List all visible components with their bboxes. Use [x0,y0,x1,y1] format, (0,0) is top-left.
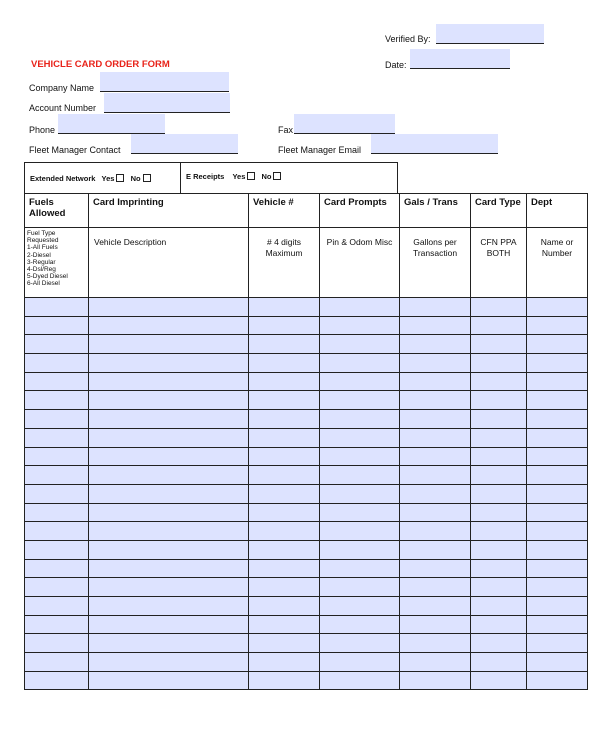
table-cell-input[interactable] [471,354,527,373]
table-cell-input[interactable] [89,298,249,317]
table-cell-input[interactable] [320,316,400,335]
table-cell-input[interactable] [249,522,320,541]
table-cell-input[interactable] [320,634,400,653]
table-header-row [25,194,588,228]
table-cell-input[interactable] [25,484,89,503]
table-cell-input[interactable] [400,428,471,447]
table-row [25,484,588,503]
table-cell-input[interactable] [527,354,588,373]
table-cell-input[interactable] [400,559,471,578]
table-cell-input[interactable] [89,653,249,672]
table-cell-input[interactable] [471,335,527,354]
table-cell-input[interactable] [527,428,588,447]
verified-by-underline [436,43,544,44]
table-cell-input[interactable] [25,391,89,410]
table-cell-input[interactable] [89,466,249,485]
table-cell-input[interactable] [400,503,471,522]
table-cell-input[interactable] [471,578,527,597]
table-cell-input[interactable] [527,615,588,634]
fleet-manager-email-label: Fleet Manager Email [278,145,362,155]
fleet-manager-email-underline [371,153,498,154]
table-cell-input[interactable] [89,522,249,541]
table-cell-input[interactable] [25,540,89,559]
network-options-box [24,162,398,194]
fuel-legend-line: 5-Dyed Diesel [27,273,68,281]
table-row [25,615,588,634]
date-underline [410,68,510,69]
verified-by-label: Verified By: [385,34,431,44]
table-cell-input[interactable] [89,447,249,466]
table-cell-input[interactable] [471,615,527,634]
table-cell-input[interactable] [249,335,320,354]
table-cell-input[interactable] [400,298,471,317]
extended-network-no-label: No [130,174,141,183]
table-cell-input[interactable] [249,634,320,653]
phone-label: Phone [29,125,56,135]
table-cell-input[interactable] [527,484,588,503]
table-cell-input[interactable] [320,484,400,503]
extended-network-label: Extended Network [30,174,96,183]
table-cell-input[interactable] [400,335,471,354]
table-body [25,298,588,690]
table-cell-input[interactable] [89,484,249,503]
table-cell-input[interactable] [89,316,249,335]
table-cell-input[interactable] [527,335,588,354]
table-cell-input[interactable] [320,410,400,429]
table-cell-input[interactable] [527,298,588,317]
table-cell-input[interactable] [249,653,320,672]
table-cell-input[interactable] [527,540,588,559]
table-cell-input[interactable] [320,428,400,447]
table-cell-input[interactable] [249,428,320,447]
table-cell-input[interactable] [527,447,588,466]
fleet-manager-contact-underline [131,153,238,154]
fleet-manager-email-field[interactable] [371,134,498,154]
table-cell-input[interactable] [527,466,588,485]
table-subheader-row [25,228,588,298]
table-cell-input[interactable] [400,466,471,485]
table-cell-input[interactable] [89,597,249,616]
table-row [25,578,588,597]
table-row [25,597,588,616]
table-cell-input[interactable] [89,354,249,373]
table-cell-input[interactable] [89,634,249,653]
table-cell-input[interactable] [320,559,400,578]
card-imprinting-note: Vehicle Description [89,228,249,298]
table-cell-input[interactable] [471,540,527,559]
e-receipts-option [186,172,283,181]
table-cell-input[interactable] [25,354,89,373]
table-cell-input[interactable] [527,597,588,616]
e-receipts-yes-label: Yes [232,172,246,181]
fuel-legend-line: 4-Dsl/Reg [27,266,56,274]
extended-network-no-checkbox[interactable] [143,174,151,182]
table-cell-input[interactable] [400,540,471,559]
fuel-legend-line: Fuel Type [27,230,56,237]
company-name-field[interactable] [100,72,229,92]
table-cell-input[interactable] [25,466,89,485]
fuel-legend-line: 6-All Diesel [27,280,60,288]
fuel-legend-line: 2-Diesel [27,251,51,259]
verified-by-field[interactable] [436,24,544,44]
table-cell-input[interactable] [25,372,89,391]
table-cell-input[interactable] [25,653,89,672]
table-cell-input[interactable] [471,559,527,578]
table-cell-input[interactable] [471,634,527,653]
table-cell-input[interactable] [527,372,588,391]
fuel-legend-line: Requested [27,237,59,245]
options-divider [180,163,181,193]
table-cell-input[interactable] [249,540,320,559]
table-cell-input[interactable] [249,354,320,373]
table-cell-input[interactable] [527,671,588,690]
table-cell-input[interactable] [249,559,320,578]
header-fuels-allowed: Fuels Allowed [25,194,89,228]
table-cell-input[interactable] [320,354,400,373]
table-cell-input[interactable] [400,634,471,653]
table-row [25,559,588,578]
table-cell-input[interactable] [25,428,89,447]
table-cell-input[interactable] [89,559,249,578]
table-cell-input[interactable] [89,503,249,522]
fax-field[interactable] [294,114,395,134]
dept-note: Name or Number [527,228,588,298]
table-cell-input[interactable] [25,615,89,634]
table-row [25,410,588,429]
table-cell-input[interactable] [25,503,89,522]
table-row [25,634,588,653]
table-row [25,428,588,447]
header-card-imprinting: Card Imprinting [89,194,249,228]
table-cell-input[interactable] [249,484,320,503]
table-cell-input[interactable] [25,559,89,578]
form-title: VEHICLE CARD ORDER FORM [31,59,170,70]
table-cell-input[interactable] [249,447,320,466]
table-cell-input[interactable] [249,316,320,335]
extended-network-option [30,174,153,183]
table-cell-input[interactable] [89,335,249,354]
table-cell-input[interactable] [89,372,249,391]
table-cell-input[interactable] [471,466,527,485]
fleet-manager-contact-field[interactable] [131,134,238,154]
header-card-type: Card Type [471,194,527,228]
table-cell-input[interactable] [471,410,527,429]
table-cell-input[interactable] [471,484,527,503]
table-cell-input[interactable] [320,522,400,541]
table-cell-input[interactable] [320,335,400,354]
fax-label: Fax [278,125,294,135]
account-number-field[interactable] [104,93,230,113]
table-cell-input[interactable] [320,298,400,317]
table-cell-input[interactable] [400,354,471,373]
header-gals-trans: Gals / Trans [400,194,471,228]
table-cell-input[interactable] [249,503,320,522]
table-cell-input[interactable] [249,298,320,317]
table-cell-input[interactable] [320,391,400,410]
table-cell-input[interactable] [400,447,471,466]
table-cell-input[interactable] [471,372,527,391]
table-cell-input[interactable] [400,372,471,391]
table-cell-input[interactable] [320,578,400,597]
table-cell-input[interactable] [89,410,249,429]
table-cell-input[interactable] [249,391,320,410]
table-cell-input[interactable] [471,447,527,466]
table-cell-input[interactable] [320,671,400,690]
table-cell-input[interactable] [320,503,400,522]
e-receipts-label: E Receipts [186,172,225,181]
table-cell-input[interactable] [89,391,249,410]
table-row [25,503,588,522]
table-cell-input[interactable] [25,298,89,317]
table-cell-input[interactable] [249,671,320,690]
table-cell-input[interactable] [249,372,320,391]
table-cell-input[interactable] [249,578,320,597]
card-prompts-note: Pin & Odom Misc [320,228,400,298]
table-cell-input[interactable] [527,578,588,597]
table-cell-input[interactable] [249,410,320,429]
table-cell-input[interactable] [25,335,89,354]
table-cell-input[interactable] [471,597,527,616]
e-receipts-no-label: No [261,172,272,181]
table-row [25,671,588,690]
table-cell-input[interactable] [89,578,249,597]
table-cell-input[interactable] [400,653,471,672]
table-cell-input[interactable] [527,522,588,541]
table-cell-input[interactable] [25,522,89,541]
table-row [25,354,588,373]
vehicle-number-note: # 4 digits Maximum [249,228,320,298]
extended-network-yes-checkbox[interactable] [116,174,124,182]
fuel-legend-line: 1-All Fuels [27,244,58,252]
table-cell-input[interactable] [400,316,471,335]
table-cell-input[interactable] [25,634,89,653]
table-row [25,335,588,354]
company-name-underline [100,91,229,92]
table-cell-input[interactable] [527,559,588,578]
table-cell-input[interactable] [527,653,588,672]
table-cell-input[interactable] [471,653,527,672]
table-cell-input[interactable] [320,540,400,559]
table-cell-input[interactable] [320,447,400,466]
table-cell-input[interactable] [400,615,471,634]
table-cell-input[interactable] [320,466,400,485]
header-card-prompts: Card Prompts [320,194,400,228]
table-cell-input[interactable] [249,597,320,616]
table-cell-input[interactable] [25,597,89,616]
table-cell-input[interactable] [25,671,89,690]
gals-trans-note: Gallons per Transaction [400,228,471,298]
table-row [25,298,588,317]
table-cell-input[interactable] [89,428,249,447]
table-cell-input[interactable] [89,671,249,690]
table-cell-input[interactable] [400,410,471,429]
table-cell-input[interactable] [320,372,400,391]
table-row [25,316,588,335]
fuel-legend-line: 3-Regular [27,258,56,266]
table-cell-input[interactable] [320,597,400,616]
table-row [25,540,588,559]
table-row [25,653,588,672]
table-cell-input[interactable] [25,578,89,597]
table-cell-input[interactable] [471,298,527,317]
table-cell-input[interactable] [89,540,249,559]
table-cell-input[interactable] [25,410,89,429]
card-type-note: CFN PPA BOTH [471,228,527,298]
table-cell-input[interactable] [249,466,320,485]
table-cell-input[interactable] [400,391,471,410]
table-cell-input[interactable] [527,391,588,410]
account-number-label: Account Number [29,103,97,113]
table-cell-input[interactable] [527,503,588,522]
table-cell-input[interactable] [471,316,527,335]
table-row [25,466,588,485]
e-receipts-yes-checkbox[interactable] [247,172,255,180]
table-cell-input[interactable] [25,316,89,335]
table-cell-input[interactable] [400,597,471,616]
table-cell-input[interactable] [400,522,471,541]
table-cell-input[interactable] [527,410,588,429]
table-cell-input[interactable] [400,671,471,690]
e-receipts-no-checkbox[interactable] [273,172,281,180]
account-number-underline [104,112,230,113]
date-label: Date: [385,60,407,70]
table-cell-input[interactable] [25,447,89,466]
phone-field[interactable] [58,114,165,134]
table-cell-input[interactable] [89,615,249,634]
fleet-manager-contact-label: Fleet Manager Contact [29,145,121,155]
table-cell-input[interactable] [320,653,400,672]
table-cell-input[interactable] [400,484,471,503]
header-dept: Dept [527,194,588,228]
company-name-label: Company Name [29,83,95,93]
table-cell-input[interactable] [471,522,527,541]
table-cell-input[interactable] [320,615,400,634]
table-cell-input[interactable] [527,634,588,653]
vehicle-card-table [24,193,588,690]
fuel-type-legend [25,228,89,298]
table-row [25,391,588,410]
table-cell-input[interactable] [471,428,527,447]
table-cell-input[interactable] [249,615,320,634]
table-cell-input[interactable] [527,316,588,335]
table-row [25,522,588,541]
table-cell-input[interactable] [471,503,527,522]
header-vehicle-number: Vehicle # [249,194,320,228]
table-cell-input[interactable] [471,671,527,690]
date-field[interactable] [410,49,510,69]
extended-network-yes-label: Yes [101,174,115,183]
table-row [25,447,588,466]
table-cell-input[interactable] [471,391,527,410]
table-cell-input[interactable] [400,578,471,597]
table-row [25,372,588,391]
